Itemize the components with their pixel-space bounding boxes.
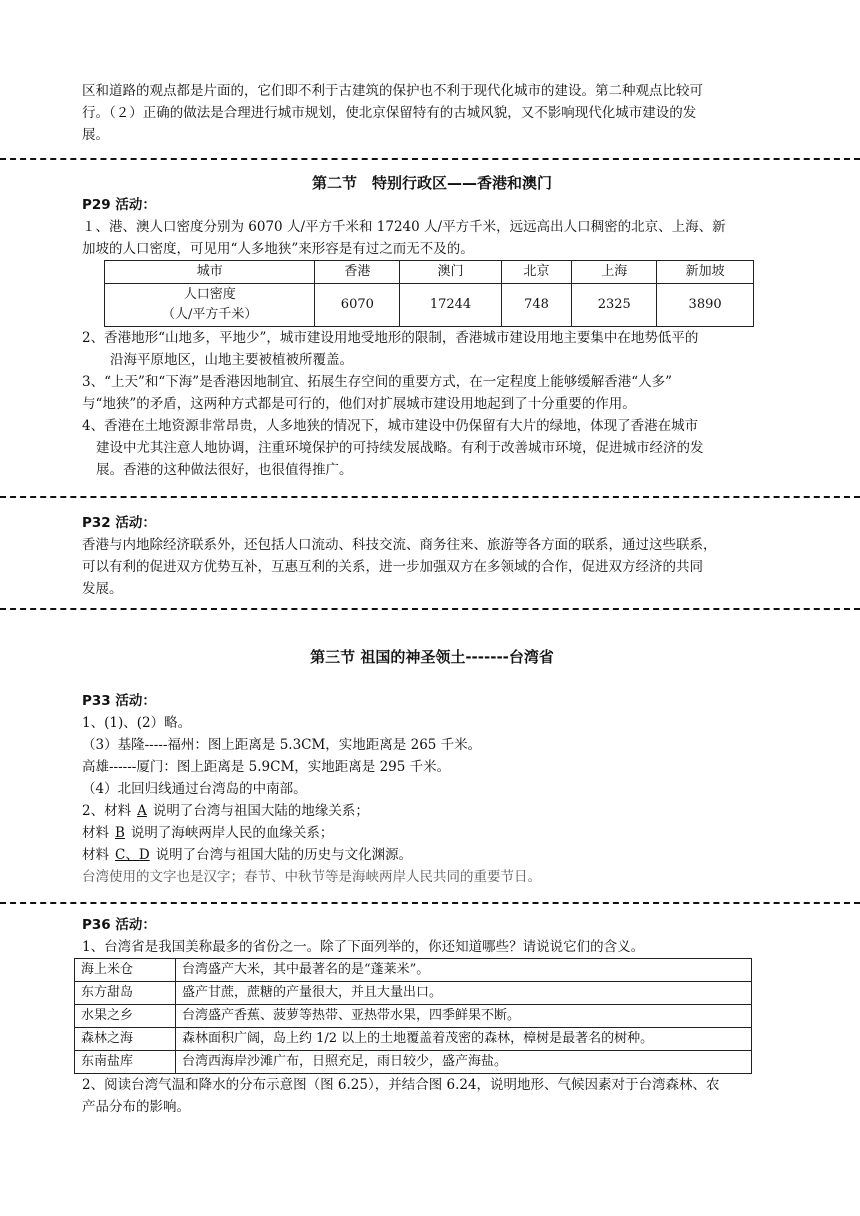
text-line: 4、香港在土地资源非常昂贵，人多地狭的情况下，城市建设中仍保留有大片的绿地，体现了香港在城市 — [82, 418, 699, 434]
section-title: 第三节 祖国的神圣领土-------台湾省 — [310, 648, 554, 666]
material-text: 说明了台湾与祖国大陆的地缘关系； — [152, 803, 369, 819]
p32-activity — [82, 512, 782, 600]
description-cell: 台湾西海岸沙滩广布，日照充足，雨日较少，盛产海盐。 — [176, 1051, 752, 1074]
material-prefix: 材料 — [82, 847, 109, 863]
activity-label: P32 活动： — [82, 515, 156, 531]
text-line: 可以有利的促进双方优势互补，互惠互利的关系，进一步加强双方在多领域的合作，促进双方经济的共同 — [82, 559, 703, 575]
material-key: B — [115, 825, 125, 841]
table-cell: 3890 — [657, 284, 754, 327]
nickname-cell: 东南盐库 — [75, 1051, 176, 1074]
activity-label: P29 活动： — [82, 197, 156, 213]
table-row — [75, 1005, 752, 1028]
nickname-cell: 东方甜岛 — [75, 982, 176, 1005]
text-line: 3、“上天”和“下海”是香港因地制宜、拓展生存空间的重要方式，在一定程度上能够缓解香港“人多” — [82, 374, 672, 390]
nickname-cell: 水果之乡 — [75, 1005, 176, 1028]
material-line — [82, 800, 782, 822]
text-line: 沿海平原地区，山地主要被植被所覆盖。 — [110, 352, 353, 368]
nicknames-table — [74, 958, 752, 1074]
text-line: 展。 — [82, 127, 109, 143]
section-title: 第二节 特别行政区——香港和澳门 — [311, 174, 552, 192]
text-line: 建设中尤其注意人地协调，注重环境保护的可持续发展战略。有利于改善城市环境，促进城市经济的发 — [96, 440, 704, 456]
table-row — [75, 982, 752, 1005]
population-density-table — [104, 260, 754, 327]
material-text: 说明了海峡两岸人民的血缘关系； — [130, 825, 334, 841]
table-header-cell: 澳门 — [400, 261, 502, 284]
row-label-cell — [105, 284, 315, 327]
section-divider — [0, 158, 860, 160]
nickname-cell: 森林之海 — [75, 1028, 176, 1051]
table-row — [75, 1028, 752, 1051]
material-prefix: 材料 — [82, 825, 109, 841]
text-line: 产品分布的影响。 — [82, 1099, 190, 1115]
description-cell: 森林面积广阔，岛上约 1/2 以上的土地覆盖着茂密的森林，樟树是最著名的树种。 — [176, 1028, 752, 1051]
material-key: C、D — [115, 847, 150, 863]
table-header-cell: 北京 — [501, 261, 572, 284]
text-line: （4）北回归线通过台湾岛的中南部。 — [82, 781, 307, 797]
text-line: 1、(1)、(2）略。 — [82, 715, 192, 731]
p33-activity — [82, 690, 782, 888]
description-cell: 台湾盛产大米，其中最著名的是“蓬莱米”。 — [176, 959, 752, 982]
material-prefix: 2、材料 — [82, 803, 132, 819]
text-line: １、港、澳人口密度分别为 6070 人/平方千米和 17240 人/平方千米，远远高出人口稠密的北京、上海、新 — [82, 219, 726, 235]
text-line: （3）基隆-----福州：图上距离是 5.3CM，实地距离是 265 千米。 — [82, 737, 482, 753]
text-line: 2、阅读台湾气温和降水的分布示意图（图 6.25），并结合图 6.24，说明地形、气候因素对于台湾森林、农 — [82, 1077, 720, 1093]
table-header-row — [105, 261, 754, 284]
section-divider — [0, 902, 860, 904]
table-row — [105, 284, 754, 327]
nickname-cell: 海上米仓 — [75, 959, 176, 982]
table-header-cell: 城市 — [105, 261, 315, 284]
table-cell: 6070 — [315, 284, 400, 327]
section-divider — [0, 608, 860, 610]
row-label: 人口密度 — [183, 287, 236, 302]
material-text: 说明了台湾与祖国大陆的历史与文化渊源。 — [155, 847, 413, 863]
material-line — [82, 844, 782, 866]
table-cell: 2325 — [572, 284, 657, 327]
table-header-cell: 上海 — [572, 261, 657, 284]
text-line: 香港与内地除经济联系外，还包括人口流动、科技交流、商务往来、旅游等各方面的联系，通过这些联系， — [82, 537, 717, 553]
row-unit: （人/平方千米） — [162, 307, 258, 322]
description-cell: 盛产甘蔗，蔗糖的产量很大，并且大量出口。 — [176, 982, 752, 1005]
section-2 — [82, 172, 782, 481]
material-key: A — [137, 803, 147, 819]
section-3 — [82, 646, 782, 668]
text-line: 高雄------厦门：图上距离是 5.9CM，实地距离是 295 千米。 — [82, 759, 451, 775]
text-line: 2、香港地形“山地多，平地少”，城市建设用地受地形的限制，香港城市建设用地主要集中在地势低平的 — [82, 330, 699, 346]
text-line: 1、台湾省是我国美称最多的省份之一。除了下面列举的，你还知道哪些？请说说它们的含义。 — [82, 939, 645, 955]
material-line — [82, 822, 782, 844]
table-cell: 748 — [501, 284, 572, 327]
description-cell: 台湾盛产香蕉、菠萝等热带、亚热带水果，四季鲜果不断。 — [176, 1005, 752, 1028]
text-line: 展。香港的这种做法很好，也很值得推广。 — [96, 462, 353, 478]
table-header-cell: 香港 — [315, 261, 400, 284]
activity-label: P33 活动： — [82, 693, 156, 709]
activity-label: P36 活动： — [82, 917, 156, 933]
section-divider — [0, 496, 860, 498]
table-cell: 17244 — [400, 284, 502, 327]
text-line: 行。（２）正确的做法是合理进行城市规划，使北京保留特有的古城风貌，又不影响现代化城市建设的发 — [82, 105, 697, 121]
text-line: 区和道路的观点都是片面的，它们即不利于古建筑的保护也不利于现代化城市的建设。第二种观点比较可 — [82, 83, 703, 99]
table-row — [75, 959, 752, 982]
continuation-paragraph — [82, 80, 782, 146]
text-line: 与“地狭”的矛盾，这两种方式都是可行的，他们对扩展城市建设用地起到了十分重要的作用。 — [82, 396, 636, 412]
note-line: 台湾使用的文字也是汉字；春节、中秋节等是海峡两岸人民共同的重要节日。 — [82, 869, 541, 885]
text-line: 发展。 — [82, 581, 123, 597]
table-row — [75, 1051, 752, 1074]
table-header-cell: 新加坡 — [657, 261, 754, 284]
text-line: 加坡的人口密度，可见用“人多地狭”来形容是有过之而无不及的。 — [82, 241, 474, 257]
p36-activity — [82, 914, 782, 1118]
